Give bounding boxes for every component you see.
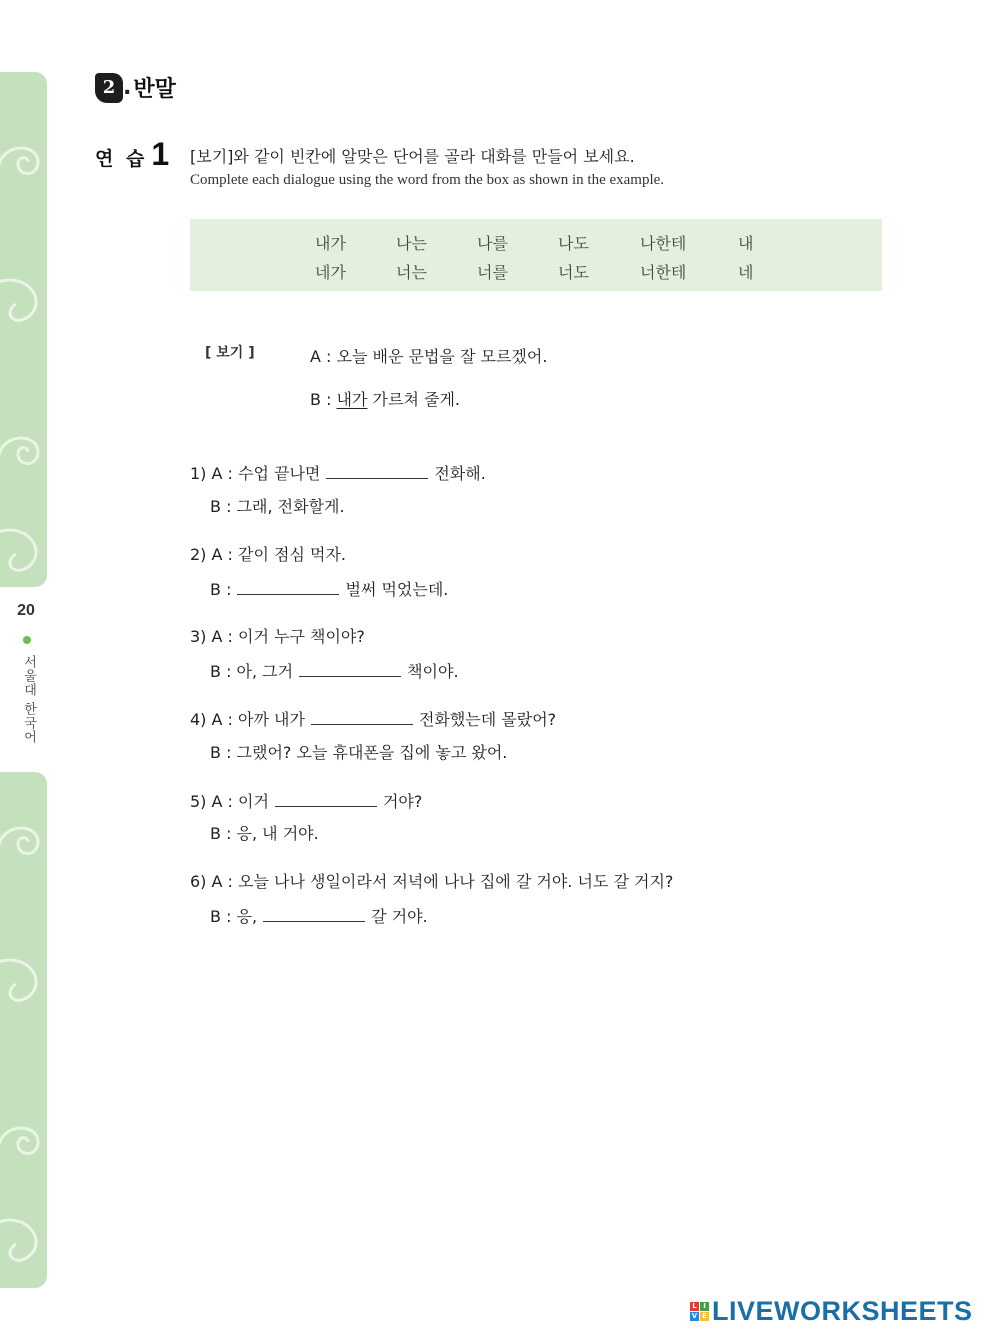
question-text: B : 아, 그거 [210, 662, 294, 681]
question-1-b [210, 494, 345, 517]
side-decoration-bottom [0, 772, 47, 1288]
question-text: 전화했는데 몰랐어? [418, 710, 557, 729]
cloud-swirl-icon [0, 512, 47, 587]
example-b-rest: 가르쳐 줄게. [367, 390, 461, 409]
cloud-swirl-icon [0, 1092, 47, 1172]
example-tag: [ 보기 ] [205, 345, 255, 361]
word-option: 내 [738, 234, 754, 253]
question-text: 5) A : 이거 [190, 792, 269, 811]
question-3-a [190, 624, 365, 647]
word-option: 내가 [315, 234, 346, 253]
question-5-b [210, 821, 319, 844]
question-text: 책이야. [407, 662, 459, 681]
question-text: B : 그래, 전화할게. [210, 497, 345, 516]
logo-tile: I [700, 1302, 709, 1311]
logo-tile: E [700, 1312, 709, 1321]
answer-blank-4[interactable] [311, 706, 413, 725]
word-option: 너를 [477, 263, 508, 282]
cloud-swirl-icon [0, 262, 47, 342]
question-3-b [210, 658, 459, 682]
logo-tiles-icon [690, 1302, 709, 1321]
question-1-a [190, 460, 486, 484]
section-number-badge: 2 [95, 73, 123, 103]
word-option: 나는 [396, 234, 427, 253]
section-dot: . [123, 75, 132, 100]
question-text: B : 그랬어? 오늘 휴대폰을 집에 놓고 왔어. [210, 743, 508, 762]
word-option: 나한테 [640, 234, 687, 253]
question-text: B : 응, 내 거야. [210, 824, 319, 843]
book-title: 서울대 한국어 [21, 655, 36, 745]
exercise-number: 1 [151, 136, 170, 172]
word-option: 나도 [558, 234, 589, 253]
question-text: 6) A : 오늘 나나 생일이라서 저녁에 나나 집에 갈 거야. 너도 갈 거지? [190, 872, 674, 891]
question-2-a [190, 542, 346, 565]
question-5-a [190, 788, 422, 812]
word-option: 너한테 [640, 263, 687, 282]
question-4-b [210, 740, 507, 763]
question-text: 갈 거야. [371, 907, 428, 926]
side-decoration-top [0, 72, 47, 587]
example-speaker-b: B : [310, 390, 337, 409]
word-option: 너는 [396, 263, 427, 282]
section-title: 반말 [133, 77, 176, 102]
instructions-english: Complete each dialogue using the word from the box as shown in the example. [190, 172, 665, 188]
cloud-swirl-icon [0, 1202, 47, 1282]
question-6-b [210, 903, 428, 927]
example-line-b [310, 387, 460, 410]
logo-tile: V [691, 1312, 698, 1320]
word-option: 네 [738, 263, 754, 282]
question-text: B : [210, 580, 232, 599]
cloud-swirl-icon [0, 112, 47, 192]
answer-blank-2[interactable] [237, 576, 339, 595]
question-text: B : 응, [210, 907, 258, 926]
question-text: 3) A : 이거 누구 책이야? [190, 627, 365, 646]
word-option: 네가 [315, 263, 346, 282]
question-2-b [210, 576, 448, 600]
page-number: 20 [17, 602, 35, 619]
answer-blank-3[interactable] [299, 658, 401, 677]
answer-blank-5[interactable] [275, 788, 377, 807]
example-line-a: A : 오늘 배운 문법을 잘 모르겠어. [310, 347, 548, 366]
question-text: 거야? [382, 792, 423, 811]
logo-text: LIVEWORKSHEETS [712, 1296, 973, 1326]
instructions-korean: [보기]와 같이 빈칸에 알맞은 단어를 골라 대화를 만들어 보세요. [190, 147, 635, 166]
question-text: 2) A : 같이 점심 먹자. [190, 545, 347, 564]
answer-blank-6[interactable] [263, 903, 365, 922]
question-text: 전화해. [434, 464, 486, 483]
page-dot [23, 636, 31, 644]
question-text: 벌써 먹었는데. [345, 580, 449, 599]
example-answer: 내가 [336, 390, 368, 409]
word-option: 너도 [558, 263, 589, 282]
cloud-swirl-icon [0, 402, 47, 482]
question-6-a [190, 869, 673, 892]
liveworksheets-logo[interactable] [690, 1296, 973, 1327]
question-4-a [190, 706, 556, 730]
exercise-word: 연 습 [95, 148, 148, 170]
answer-blank-1[interactable] [326, 460, 428, 479]
logo-tile: L [690, 1302, 699, 1311]
word-box [190, 219, 882, 291]
cloud-swirl-icon [0, 942, 47, 1022]
question-text: 1) A : 수업 끝나면 [190, 464, 321, 483]
question-text: 4) A : 아까 내가 [190, 710, 305, 729]
exercise-label [95, 136, 169, 173]
word-option: 나를 [477, 234, 508, 253]
cloud-swirl-icon [0, 792, 47, 872]
section-heading [95, 72, 176, 103]
